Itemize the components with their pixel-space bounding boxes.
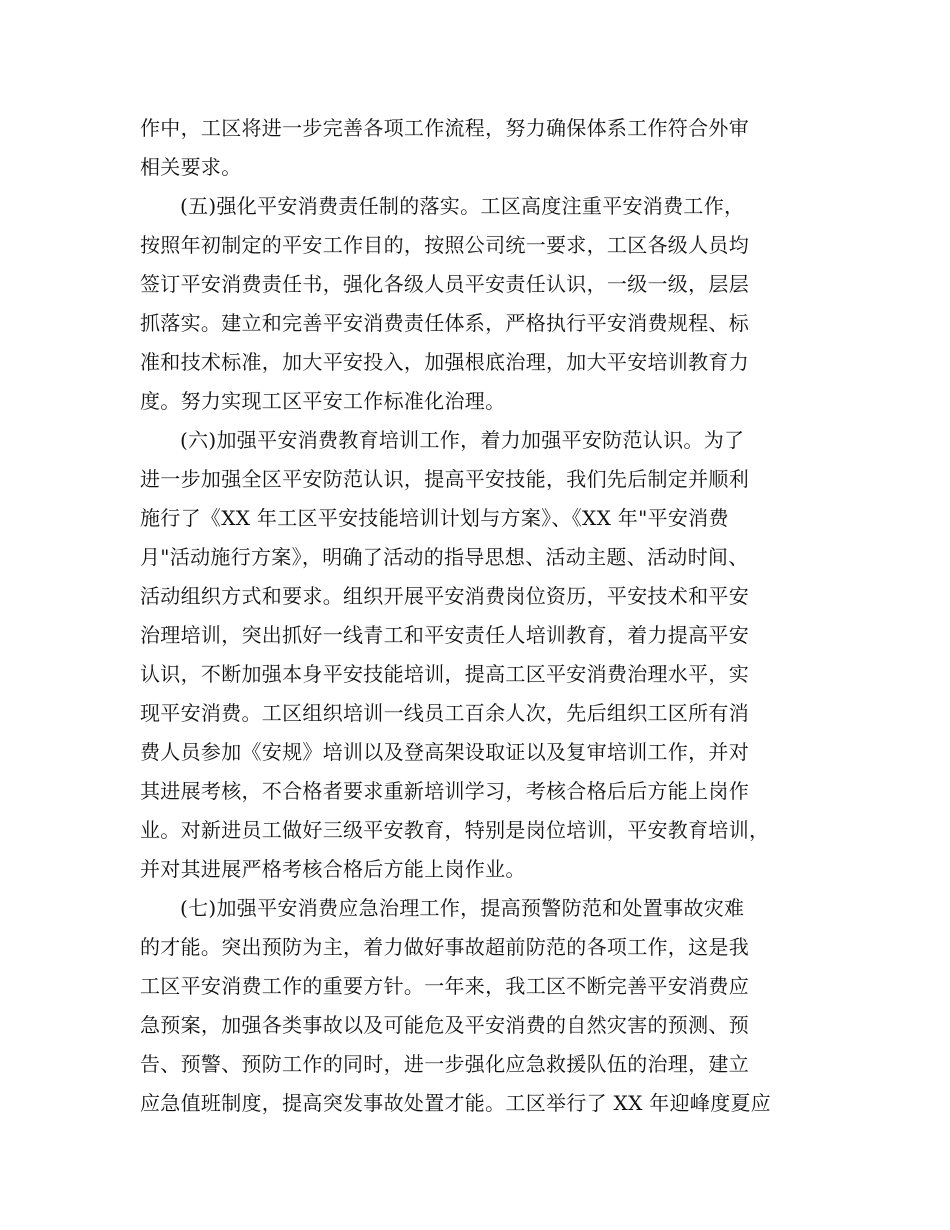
text-line: 作中，工区将进一步完善各项工作流程，努力确保体系工作符合外审 bbox=[140, 116, 749, 140]
text-line: 告、预警、预防工作的同时，进一步强化应急救援队伍的治理，建立 bbox=[140, 1052, 749, 1076]
text-line: 认识，不断加强本身平安技能培训，提高工区平安消费治理水平，实 bbox=[140, 662, 749, 686]
text-line: 其进展考核，不合格者要求重新培训学习，考核合格后后方能上岗作 bbox=[140, 779, 749, 803]
text-line: 抓落实。建立和完善平安消费责任体系，严格执行平安消费规程、标 bbox=[140, 311, 749, 335]
text-line: 相关要求。 bbox=[140, 155, 242, 179]
paragraph-5-first-line: (五)强化平安消费责任制的落实。工区高度注重平安消费工作， bbox=[180, 194, 745, 218]
text-line: 急预案，加强各类事故以及可能危及平安消费的自然灾害的预测、预 bbox=[140, 1013, 749, 1037]
text-line: 施行了《XX 年工区平安技能培训计划与方案》、《XX 年"平安消费 bbox=[140, 506, 729, 530]
paragraph-6-first-line: (六)加强平安消费教育培训工作，着力加强平安防范认识。为了 bbox=[180, 428, 745, 452]
text-line: 准和技术标准，加大平安投入，加强根底治理，加大平安培训教育力 bbox=[140, 350, 749, 374]
paragraph-7-first-line: (七)加强平安消费应急治理工作，提高预警防范和处置事故灾难 bbox=[180, 896, 745, 920]
text-line: 费人员参加《安规》培训以及登高架设取证以及复审培训工作，并对 bbox=[140, 740, 749, 764]
text-line: 签订平安消费责任书，强化各级人员平安责任认识，一级一级，层层 bbox=[140, 272, 749, 296]
text-line: 度。努力实现工区平安工作标准化治理。 bbox=[140, 389, 506, 413]
text-line: 业。对新进员工做好三级平安教育，特别是岗位培训，平安教育培训， bbox=[140, 818, 770, 842]
text-line: 按照年初制定的平安工作目的，按照公司统一要求，工区各级人员均 bbox=[140, 233, 749, 257]
text-line: 应急值班制度，提高突发事故处置才能。工区举行了 XX 年迎峰度夏应 bbox=[140, 1091, 772, 1115]
text-line: 现平安消费。工区组织培训一线员工百余人次，先后组织工区所有消 bbox=[140, 701, 749, 725]
text-line: 月"活动施行方案》，明确了活动的指导思想、活动主题、活动时间、 bbox=[140, 545, 749, 569]
text-line: 并对其进展严格考核合格后方能上岗作业。 bbox=[140, 857, 526, 881]
text-line: 治理培训，突出抓好一线青工和平安责任人培训教育，着力提高平安 bbox=[140, 623, 749, 647]
text-line: 活动组织方式和要求。组织开展平安消费岗位资历，平安技术和平安 bbox=[140, 584, 749, 608]
text-line: 的才能。突出预防为主，着力做好事故超前防范的各项工作，这是我 bbox=[140, 935, 749, 959]
text-line: 工区平安消费工作的重要方针。一年来，我工区不断完善平安消费应 bbox=[140, 974, 749, 998]
text-line: 进一步加强全区平安防范认识，提高平安技能，我们先后制定并顺利 bbox=[140, 467, 749, 491]
